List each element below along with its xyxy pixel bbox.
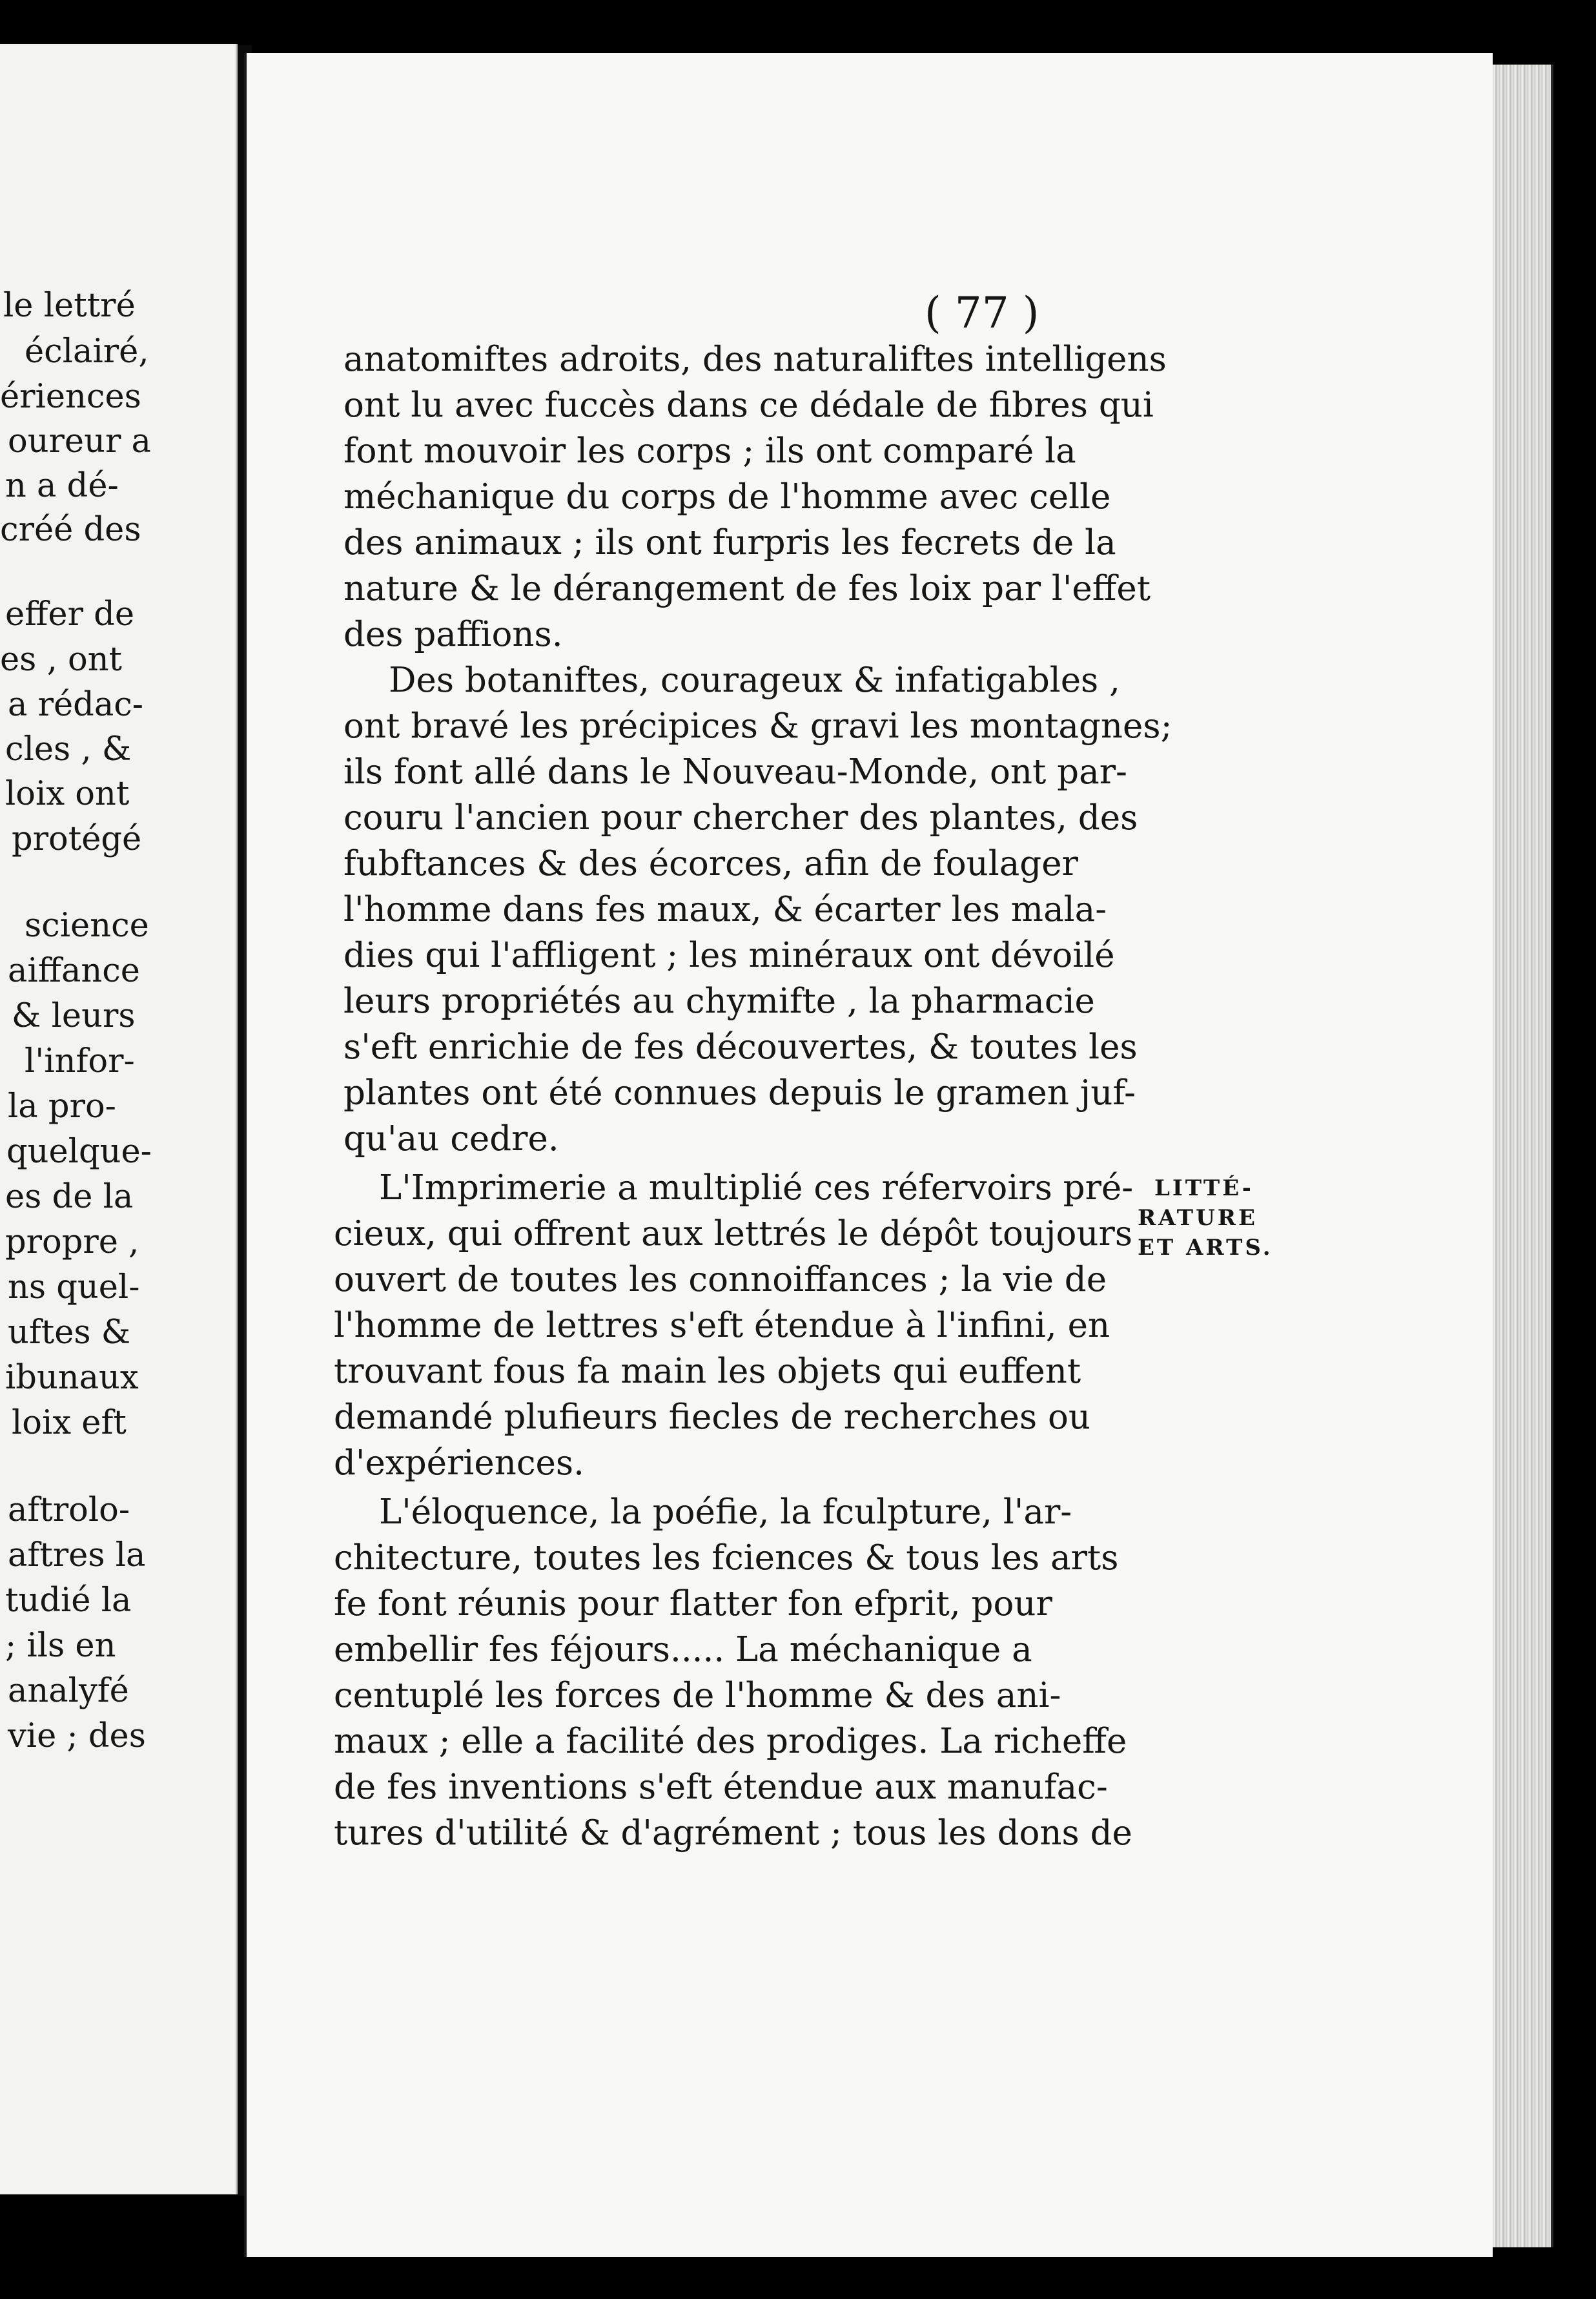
text-line: de fes inventions s'eft étendue aux manufac-	[334, 1768, 1108, 1807]
text-line: maux ; elle a facilité des prodiges. La richeffe	[334, 1722, 1127, 1761]
text-line: demandé plufieurs fiecles de recherches ou	[334, 1397, 1091, 1437]
text-line: L'éloquence, la poéfie, la fculpture, l'ar-	[379, 1492, 1072, 1532]
left-page-line: vie ; des	[8, 1717, 146, 1755]
text-line: ouvert de toutes les connoiffances ; la vie de	[334, 1260, 1107, 1299]
text-line: qu'au cedre.	[343, 1119, 559, 1159]
text-line: l'homme de lettres s'eft étendue à l'infini, en	[334, 1306, 1110, 1345]
text-line: s'eft enrichie de fes découvertes, & toutes les	[343, 1027, 1138, 1067]
margin-note-line: LITTÉ-	[1154, 1175, 1254, 1201]
left-page-line: la pro-	[8, 1088, 116, 1126]
left-page-line: tudié la	[5, 1582, 132, 1620]
left-page-line: ns quel-	[8, 1268, 140, 1306]
left-page-line: aiffance	[8, 952, 140, 990]
left-page-line: science	[25, 907, 149, 945]
left-page-line: es , ont	[0, 641, 123, 679]
left-page-line: éclairé,	[25, 333, 149, 371]
text-line: couru l'ancien pour chercher des plantes, des	[343, 798, 1138, 838]
left-page-line: l'infor-	[25, 1042, 135, 1080]
text-line: embellir fes féjours..... La méchanique a	[334, 1630, 1032, 1669]
text-line: cieux, qui offrent aux lettrés le dépôt toujours	[334, 1214, 1133, 1253]
left-page-line: ériences	[0, 378, 141, 416]
left-page-line: créé des	[0, 511, 141, 549]
page-number: ( 77 )	[925, 288, 1039, 338]
left-page-line: aftres la	[8, 1536, 146, 1574]
text-line: tures d'utilité & d'agrément ; tous les dons de	[334, 1813, 1132, 1853]
left-page-line: oureur a	[8, 422, 151, 460]
left-page-line: es de la	[5, 1178, 134, 1216]
text-line: ont bravé les précipices & gravi les montagnes;	[343, 706, 1172, 746]
left-page-line: loix eft	[12, 1404, 127, 1442]
left-page-line: loix ont	[5, 775, 130, 813]
text-line: des animaux ; ils ont furpris les fecrets de la	[343, 523, 1116, 562]
text-line: d'expériences.	[334, 1443, 584, 1483]
left-page-line: protégé	[12, 820, 142, 858]
text-line: centuplé les forces de l'homme & des ani-	[334, 1676, 1061, 1715]
text-line: plantes ont été connues depuis le gramen juf-	[343, 1073, 1136, 1113]
left-page-line: analyfé	[8, 1672, 129, 1710]
text-line: nature & le dérangement de fes loix par l'effet	[343, 569, 1151, 608]
text-line: ont lu avec fuccès dans ce dédale de fibres qui	[343, 386, 1154, 425]
left-page-line: uftes &	[8, 1314, 131, 1352]
margin-note-line: RATURE	[1138, 1205, 1258, 1231]
left-page-line: cles , &	[5, 730, 132, 768]
text-line: L'Imprimerie a multiplié ces réfervoirs pré-	[379, 1168, 1134, 1208]
text-line: l'homme dans fes maux, & écarter les mala-	[343, 890, 1107, 929]
left-page-line: a rédac-	[8, 686, 144, 724]
left-page-fragment	[0, 44, 238, 2194]
text-line: trouvant fous fa main les objets qui euffent	[334, 1352, 1081, 1391]
left-page-line: propre ,	[5, 1223, 139, 1261]
text-line: dies qui l'affligent ; les minéraux ont dévoilé	[343, 936, 1115, 975]
left-page-line: & leurs	[12, 997, 136, 1035]
text-line: méchanique du corps de l'homme avec celle	[343, 477, 1111, 517]
left-page-line: quelque-	[6, 1133, 152, 1171]
left-page-line: n a dé-	[5, 467, 119, 505]
text-line: des paffions.	[343, 615, 563, 654]
left-page-line: aftrolo-	[8, 1491, 130, 1529]
right-page	[244, 53, 1493, 2257]
left-page-line: ; ils en	[5, 1627, 116, 1665]
text-line: ils font allé dans le Nouveau-Monde, ont par-	[343, 752, 1127, 792]
text-line: anatomiftes adroits, des naturaliftes intelligens	[343, 340, 1167, 379]
text-line: font mouvoir les corps ; ils ont comparé la	[343, 431, 1076, 471]
text-line: fe font réunis pour flatter fon efprit, pour	[334, 1584, 1052, 1624]
left-page-line: le lettré	[3, 287, 136, 325]
left-page-line: ibunaux	[5, 1359, 139, 1397]
text-line: Des botaniftes, courageux & infatigables ,	[389, 661, 1120, 700]
left-page-line: effer de	[5, 595, 135, 634]
text-line: chitecture, toutes les fciences & tous les arts	[334, 1538, 1119, 1578]
margin-note-line: ET ARTS.	[1138, 1235, 1273, 1261]
text-line: fubftances & des écorces, afin de foulager	[343, 844, 1078, 883]
text-line: leurs propriétés au chymifte , la pharmacie	[343, 982, 1095, 1021]
